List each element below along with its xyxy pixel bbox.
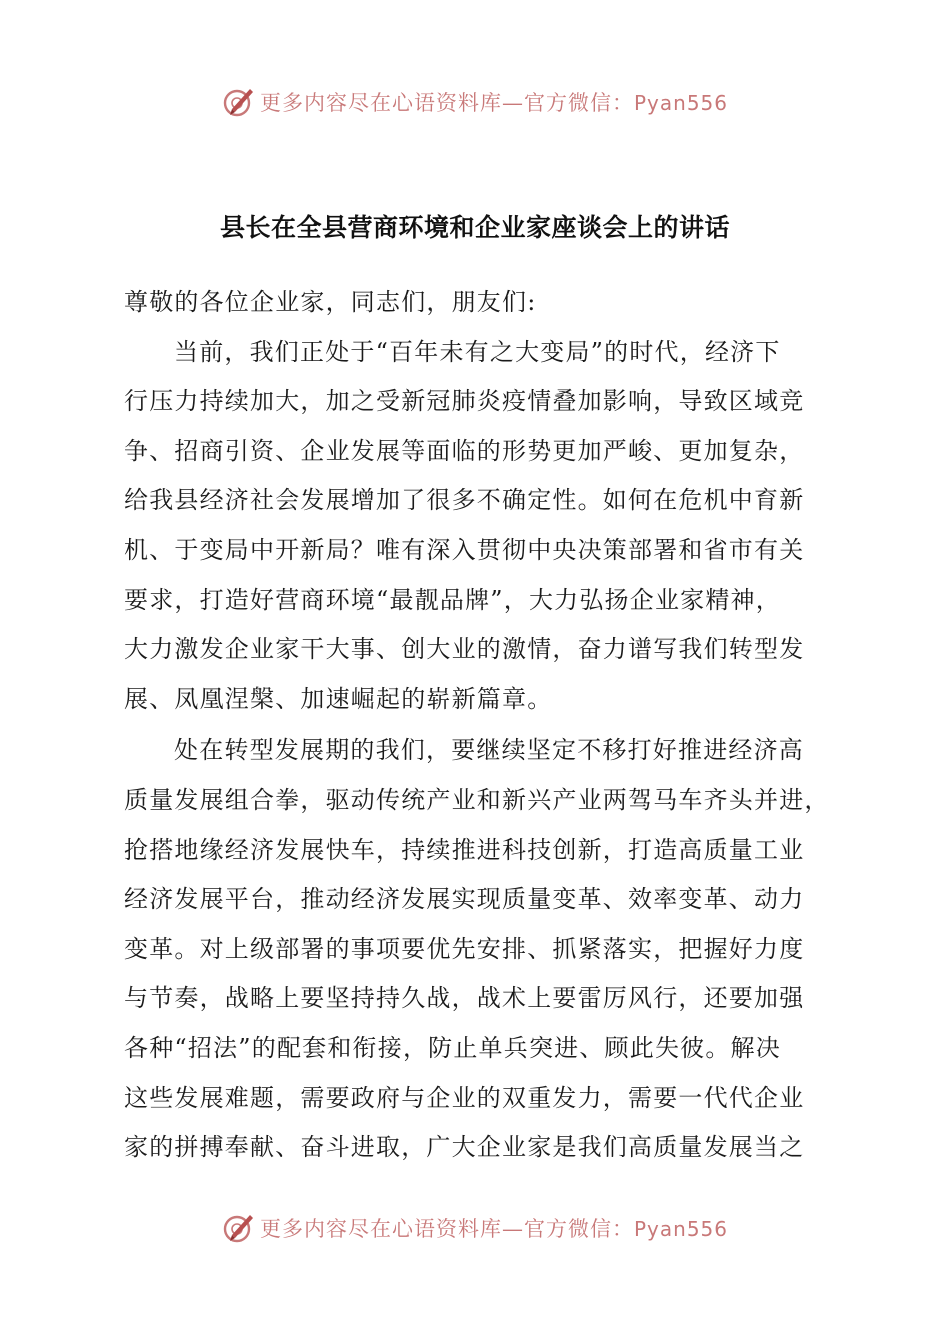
- salutation: 尊敬的各位企业家，同志们，朋友们:: [124, 288, 537, 316]
- paragraph-1-line: 展、凤凰涅槃、加速崛起的崭新篇章。: [124, 684, 553, 713]
- document-body: [124, 278, 834, 1173]
- header-banner-text: 更多内容尽在心语资料库—官方微信：Pyan556: [259, 91, 728, 115]
- footer-banner: [0, 1208, 950, 1248]
- paragraph-2-line: 这些发展难题，需要政府与企业的双重发力，需要一代代企业: [124, 1083, 805, 1112]
- pen-circle-logo-icon: [222, 1211, 256, 1245]
- header-wechat-handle: Pyan556: [633, 91, 728, 115]
- paragraph-1-line: 当前，我们正处于“百年未有之大变局”的时代，经济下: [174, 337, 781, 366]
- paragraph-2-line: 抢搭地缘经济发展快车，持续推进科技创新，打造高质量工业: [124, 835, 805, 864]
- paragraph-1-line: 要求，打造好营商环境“最靓品牌”，大力弘扬企业家精神，: [124, 585, 781, 614]
- paragraph-2-line: 与节奏，战略上要坚持持久战，战术上要雷厉风行，还要加强: [124, 984, 805, 1013]
- footer-wechat-handle: Pyan556: [633, 1217, 728, 1241]
- paragraph-2-line: 质量发展组合拳，驱动传统产业和新兴产业两驾马车齐头并进，: [124, 785, 830, 814]
- paragraph-2-line: 家的拼搏奉献、奋斗进取，广大企业家是我们高质量发展当之: [124, 1133, 805, 1162]
- paragraph-2-line: 经济发展平台，推动经济发展实现质量变革、效率变革、动力: [124, 885, 805, 914]
- document-title: 县长在全县营商环境和企业家座谈会上的讲话: [219, 213, 730, 242]
- footer-banner-text: 更多内容尽在心语资料库—官方微信：Pyan556: [259, 1217, 728, 1241]
- header-banner: [0, 82, 950, 122]
- paragraph-1-line: 争、招商引资、企业发展等面临的形势更加严峻、更加复杂，: [124, 436, 805, 465]
- paragraph-2-line: 各种“招法”的配套和衔接，防止单兵突进、顾此失彼。解决: [124, 1033, 781, 1062]
- paragraph-1-line: 给我县经济社会发展增加了很多不确定性。如何在危机中育新: [124, 486, 805, 515]
- paragraph-1-line: 大力激发企业家干大事、创大业的激情，奋力谱写我们转型发: [124, 635, 805, 664]
- paragraph-1-line: 机、于变局中开新局？唯有深入贯彻中央决策部署和省市有关: [124, 535, 805, 564]
- paragraph-1-line: 行压力持续加大，加之受新冠肺炎疫情叠加影响，导致区域竞: [124, 387, 805, 416]
- paragraph-2-line: 处在转型发展期的我们，要继续坚定不移打好推进经济高: [174, 736, 804, 765]
- paragraph-2-line: 变革。对上级部署的事项要优先安排、抓紧落实，把握好力度: [124, 934, 805, 963]
- pen-circle-logo-icon: [222, 85, 256, 119]
